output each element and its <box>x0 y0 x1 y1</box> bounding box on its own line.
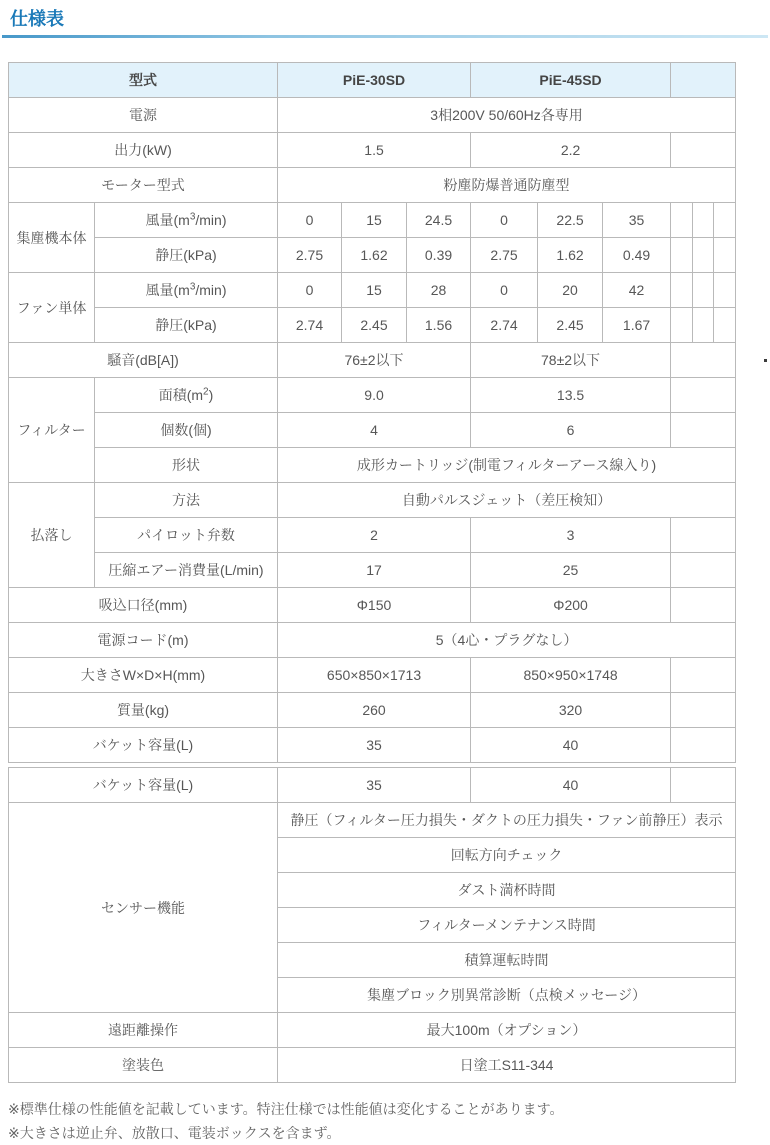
value-cell: 1.5 <box>278 133 471 168</box>
value-cell: 5（4心・プラグなし） <box>278 623 736 658</box>
table-row <box>9 693 736 728</box>
value-cell: フィルターメンテナンス時間 <box>278 908 736 943</box>
table-row <box>9 1048 736 1083</box>
value-cell: 850×950×1748 <box>471 658 671 693</box>
sub-label-cell: 静圧(kPa) <box>95 238 278 273</box>
sub-label-cell: 圧縮エアー消費量(L/min) <box>95 553 278 588</box>
table-row <box>9 133 736 168</box>
value-cell: 1.62 <box>342 238 407 273</box>
table-row <box>9 588 736 623</box>
group-label-cell: センサー機能 <box>9 803 278 1013</box>
table-row <box>9 658 736 693</box>
value-cell: 2.74 <box>278 308 342 343</box>
stray-mark <box>764 359 767 362</box>
empty-cell <box>671 133 736 168</box>
value-cell: 集塵ブロック別異常診断（点検メッセージ） <box>278 978 736 1013</box>
row-label-cell: モーター型式 <box>9 168 278 203</box>
row-label-cell: 電源コード(m) <box>9 623 278 658</box>
value-cell: 650×850×1713 <box>278 658 471 693</box>
table-row <box>9 803 736 838</box>
value-cell: 静圧（フィルター圧力損失・ダクトの圧力損失・ファン前静圧）表示 <box>278 803 736 838</box>
empty-cell <box>693 273 714 308</box>
value-cell: 260 <box>278 693 471 728</box>
value-cell: 4 <box>278 413 471 448</box>
sub-label-cell: 方法 <box>95 483 278 518</box>
table-row <box>9 728 736 763</box>
footnote-1: ※標準仕様の性能値を記載しています。特注仕様では性能値は変化することがあります。 <box>8 1101 564 1117</box>
table-row <box>9 203 736 238</box>
value-cell: 0.49 <box>603 238 671 273</box>
empty-cell <box>714 273 736 308</box>
spec-table-sensor <box>8 767 736 1083</box>
value-cell: 35 <box>278 728 471 763</box>
column-header-cell: PiE-30SD <box>278 63 471 98</box>
value-cell: 2.45 <box>342 308 407 343</box>
value-cell: 3 <box>471 518 671 553</box>
table-row <box>9 483 736 518</box>
value-cell: 0 <box>278 203 342 238</box>
empty-cell <box>671 693 736 728</box>
empty-cell <box>693 203 714 238</box>
empty-cell <box>671 768 736 803</box>
value-cell: 15 <box>342 203 407 238</box>
empty-cell <box>671 413 736 448</box>
empty-cell <box>671 308 693 343</box>
value-cell: 9.0 <box>278 378 471 413</box>
group-label-cell: ファン単体 <box>9 273 95 343</box>
value-cell: 76±2以下 <box>278 343 471 378</box>
page-title: 仕様表 <box>10 9 64 29</box>
value-cell: 40 <box>471 728 671 763</box>
value-cell: 17 <box>278 553 471 588</box>
table-row <box>9 98 736 133</box>
value-cell: 78±2以下 <box>471 343 671 378</box>
spec-page <box>0 8 770 1141</box>
table-row <box>9 273 736 308</box>
value-cell: 積算運転時間 <box>278 943 736 978</box>
value-cell: 40 <box>471 768 671 803</box>
footnote-2: ※大きさは逆止弁、放散口、電装ボックスを含まず。 <box>8 1125 341 1141</box>
empty-cell <box>671 728 736 763</box>
empty-cell <box>671 273 693 308</box>
value-cell: 3相200V 50/60Hz各専用 <box>278 98 736 133</box>
value-cell: 日塗工S11-344 <box>278 1048 736 1083</box>
row-label-cell: 騒音(dB[A]) <box>9 343 278 378</box>
value-cell: 0 <box>471 273 538 308</box>
value-cell: 粉塵防爆普通防塵型 <box>278 168 736 203</box>
column-header-cell <box>671 63 736 98</box>
value-cell: 0 <box>278 273 342 308</box>
empty-cell <box>693 308 714 343</box>
value-cell: 42 <box>603 273 671 308</box>
value-cell: 35 <box>278 768 471 803</box>
sub-label-cell: 風量$(m^3/\min)$ <box>95 203 278 238</box>
group-label-cell: フィルター <box>9 378 95 483</box>
table-row <box>9 308 736 343</box>
value-cell: 2.74 <box>471 308 538 343</box>
value-cell: 20 <box>538 273 603 308</box>
empty-cell <box>671 378 736 413</box>
table-row <box>9 768 736 803</box>
value-cell: 6 <box>471 413 671 448</box>
row-label-cell: 遠距離操作 <box>9 1013 278 1048</box>
empty-cell <box>714 203 736 238</box>
row-label-cell: バケット容量(L) <box>9 728 278 763</box>
table-row <box>9 413 736 448</box>
row-label-cell: 塗装色 <box>9 1048 278 1083</box>
empty-cell <box>671 553 736 588</box>
value-cell: ダスト満杯時間 <box>278 873 736 908</box>
title-underline <box>2 35 768 38</box>
value-cell: 2.2 <box>471 133 671 168</box>
row-label-cell: 大きさW×D×H(mm) <box>9 658 278 693</box>
value-cell: 1.56 <box>407 308 471 343</box>
row-label-cell: 電源 <box>9 98 278 133</box>
row-label-cell: バケット容量(L) <box>9 768 278 803</box>
value-cell: 2.75 <box>278 238 342 273</box>
value-cell: 成形カートリッジ(制電フィルターアース線入り) <box>278 448 736 483</box>
table-row <box>9 553 736 588</box>
empty-cell <box>714 308 736 343</box>
value-cell: 35 <box>603 203 671 238</box>
value-cell: 2.75 <box>471 238 538 273</box>
value-cell: Φ150 <box>278 588 471 623</box>
value-cell: Φ200 <box>471 588 671 623</box>
row-label-cell: 出力(kW) <box>9 133 278 168</box>
group-label-cell: 集塵機本体 <box>9 203 95 273</box>
group-label-cell: 払落し <box>9 483 95 588</box>
footnotes <box>8 1097 770 1145</box>
table-row <box>9 63 736 98</box>
value-cell: 2 <box>278 518 471 553</box>
table-row <box>9 448 736 483</box>
empty-cell <box>714 238 736 273</box>
sub-label-cell: 面積$(m^2)$ <box>95 378 278 413</box>
value-cell: 1.67 <box>603 308 671 343</box>
table-row <box>9 378 736 413</box>
sub-label-cell: パイロット弁数 <box>95 518 278 553</box>
value-cell: 28 <box>407 273 471 308</box>
table-row <box>9 238 736 273</box>
value-cell: 24.5 <box>407 203 471 238</box>
table-row <box>9 168 736 203</box>
row-label-cell: 質量(kg) <box>9 693 278 728</box>
value-cell: 22.5 <box>538 203 603 238</box>
column-header-cell: PiE-45SD <box>471 63 671 98</box>
empty-cell <box>671 588 736 623</box>
sub-label-cell: 形状 <box>95 448 278 483</box>
value-cell: 25 <box>471 553 671 588</box>
value-cell: 0 <box>471 203 538 238</box>
value-cell: 13.5 <box>471 378 671 413</box>
sub-label-cell: 静圧(kPa) <box>95 308 278 343</box>
value-cell: 320 <box>471 693 671 728</box>
sub-label-cell: 個数(個) <box>95 413 278 448</box>
column-header-cell: 型式 <box>9 63 278 98</box>
value-cell: 15 <box>342 273 407 308</box>
sub-label-cell: 風量$(m^3/\min)$ <box>95 273 278 308</box>
value-cell: 0.39 <box>407 238 471 273</box>
empty-cell <box>693 238 714 273</box>
spec-table-main <box>8 62 736 763</box>
row-label-cell: 吸込口径(mm) <box>9 588 278 623</box>
empty-cell <box>671 203 693 238</box>
value-cell: 最大100m（オプション） <box>278 1013 736 1048</box>
table-row <box>9 623 736 658</box>
table-row <box>9 518 736 553</box>
table-row <box>9 343 736 378</box>
value-cell: 1.62 <box>538 238 603 273</box>
empty-cell <box>671 238 693 273</box>
empty-cell <box>671 518 736 553</box>
value-cell: 自動パルスジェット（差圧検知） <box>278 483 736 518</box>
empty-cell <box>671 343 736 378</box>
value-cell: 2.45 <box>538 308 603 343</box>
table-row <box>9 1013 736 1048</box>
value-cell: 回転方向チェック <box>278 838 736 873</box>
empty-cell <box>671 658 736 693</box>
